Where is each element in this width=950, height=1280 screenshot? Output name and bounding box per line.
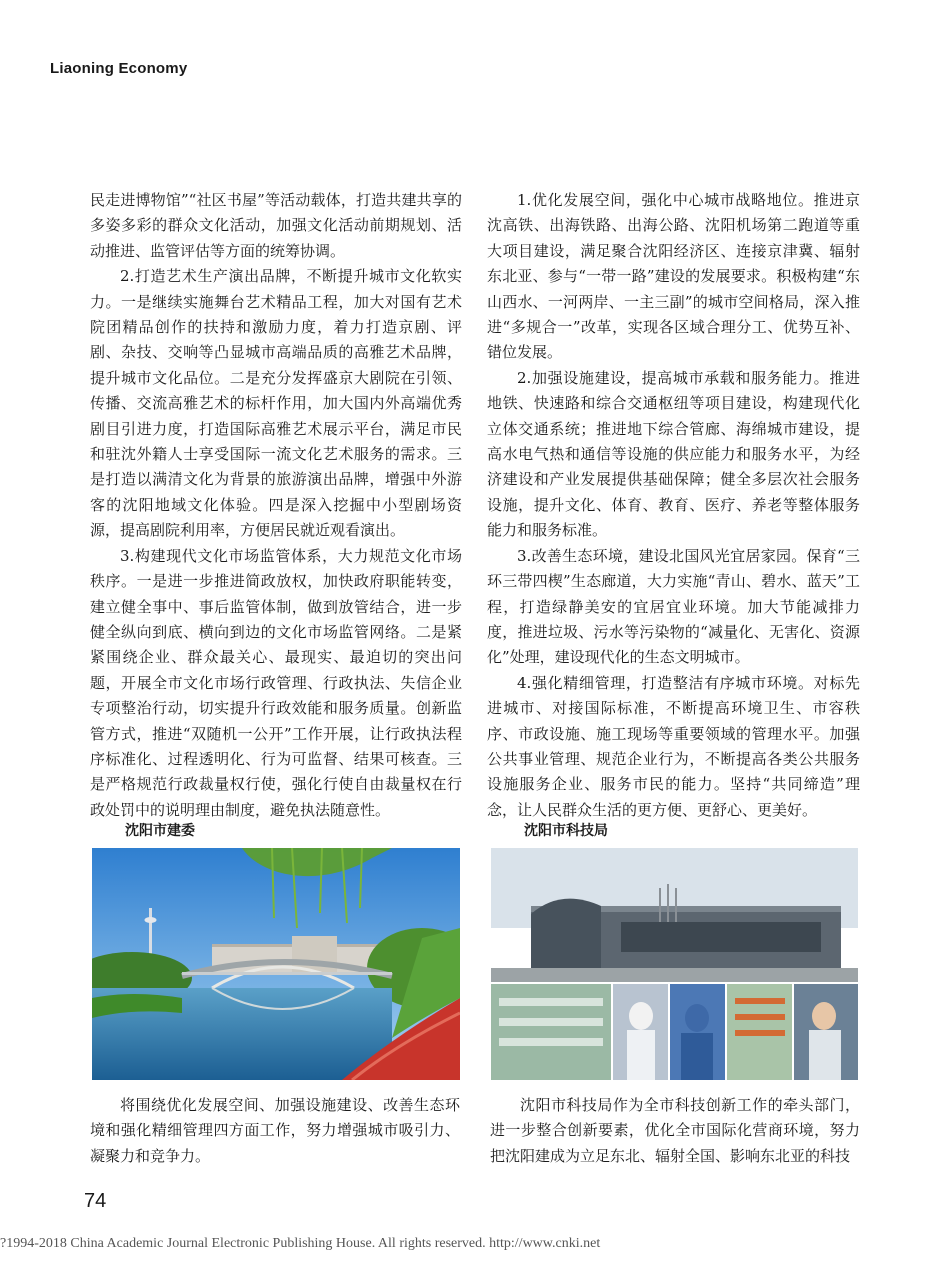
paragraph: 民走进博物馆”“社区书屋”等活动载体，打造共建共享的多姿多彩的群众文化活动，加强文化活动前期规划、活动推进、监管评估等方面的统筹协调。 [90, 191, 462, 260]
paragraph: 2.加强设施建设，提高城市承载和服务能力。推进地铁、快速路和综合交通枢纽等项目建设，构建现代化立体交通系统；推进地下综合管廊、海绵城市建设，提高水电气热和通信等设施的供应能力和服务水平，为经济建设和产业发展提供基础保障；健全多层次社会服务设施，提升文化、体育、教育、医疗、养老等整体服务能力和服务标准。 [487, 368, 860, 540]
park-bridge-photo [92, 848, 460, 1080]
paragraph: 2.打造艺术生产演出品牌，不断提升城市文化软实力。一是继续实施舞台艺术精品工程，加大对国有艺术院团精品创作的扶持和激励力度，着力打造京剧、评剧、杂技、交响等凸显城市高端品质的高雅艺术品牌，提升城市文化品位。二是充分发挥盛京大剧院在引领、传播、交流高雅艺术的标杆作用，加大国内外高端优秀剧目引进力度，打造国际高雅艺术展示平台，满足市民和驻沈外籍人士享受国际一流文化艺术服务的需求。三是打造以满清文化为背景的旅游演出品牌，增强中外游客的沈阳地域文化体验。四是深入挖掘中小型剧场资源，提高剧院利用率，方便居民就近观看演出。 [90, 267, 462, 540]
section-heading-science-bureau: 沈阳市科技局 [524, 823, 608, 839]
tech-park-photo [491, 848, 858, 1080]
page-number: 74 [84, 1190, 107, 1212]
caption-text: 沈阳市科技局作为全市科技创新工作的牵头部门，进一步整合创新要素，优化全市国际化营商环境，努力把沈阳建成为立足东北、辐射全国、影响东北亚的科技 [490, 1096, 860, 1165]
left-caption-paragraph [90, 1093, 460, 1169]
caption-text: 将围绕优化发展空间、加强设施建设、改善生态环境和强化精细管理四方面工作，努力增强城市吸引力、凝聚力和竞争力。 [90, 1096, 460, 1165]
copyright-footer: ?1994-2018 China Academic Journal Electronic Publishing House. All rights reserved. http://www.cnki.net [0, 1236, 601, 1251]
journal-title: Liaoning Economy [50, 60, 188, 77]
paragraph: 3.构建现代文化市场监管体系，大力规范文化市场秩序。一是进一步推进简政放权，加快政府职能转变，建立健全事中、事后监管体制，做到放管结合，进一步健全纵向到底、横向到边的文化市场监管网络。二是紧紧围绕企业、群众最关心、最现实、最迫切的突出问题，开展全市文化市场行政管理、行政执法、失信企业专项整治行动，切实提升行政效能和服务质量。创新监管方式，推进“双随机一公开”工作开展，让行政执法程序标准化、过程透明化、行为可监督、结果可核查。三是严格规范行政裁量权行使，强化行使自由裁量权在行政处罚中的说明理由制度，避免执法随意性。 [90, 546, 462, 819]
right-text-column [487, 188, 860, 823]
right-caption-paragraph [490, 1093, 860, 1169]
paragraph: 1.优化发展空间，强化中心城市战略地位。推进京沈高铁、出海铁路、出海公路、沈阳机场第二跑道等重大项目建设，满足聚合沈阳经济区、连接京津冀、辐射东北亚、参与“一带一路”建设的发展要求。积极构建“东山西水、一河两岸、一主三副”的城市空间格局，深入推进“多规合一”改革，实现各区域合理分工、优势互补、错位发展。 [487, 191, 860, 362]
paragraph: 4.强化精细管理，打造整洁有序城市环境。对标先进城市、对接国际标准，不断提高环境卫生、市容秩序、市政设施、施工现场等重要领域的管理水平。加强公共事业管理、规范企业行为，不断提高各类公共服务设施服务企业、服务市民的能力。坚持“共同缔造”理念，让人民群众生活的更方便、更舒心、更美好。 [487, 673, 860, 819]
paragraph: 3.改善生态环境，建设北国风光宜居家园。保育“三环三带四楔”生态廊道，大力实施“青山、碧水、蓝天”工程，打造绿静美安的宜居宜业环境。加大节能减排力度，推进垃圾、污水等污染物的“减量化、无害化、资源化”处理，建设现代化的生态文明城市。 [487, 546, 860, 667]
left-text-column [90, 188, 462, 823]
section-heading-construction-committee: 沈阳市建委 [125, 823, 195, 839]
